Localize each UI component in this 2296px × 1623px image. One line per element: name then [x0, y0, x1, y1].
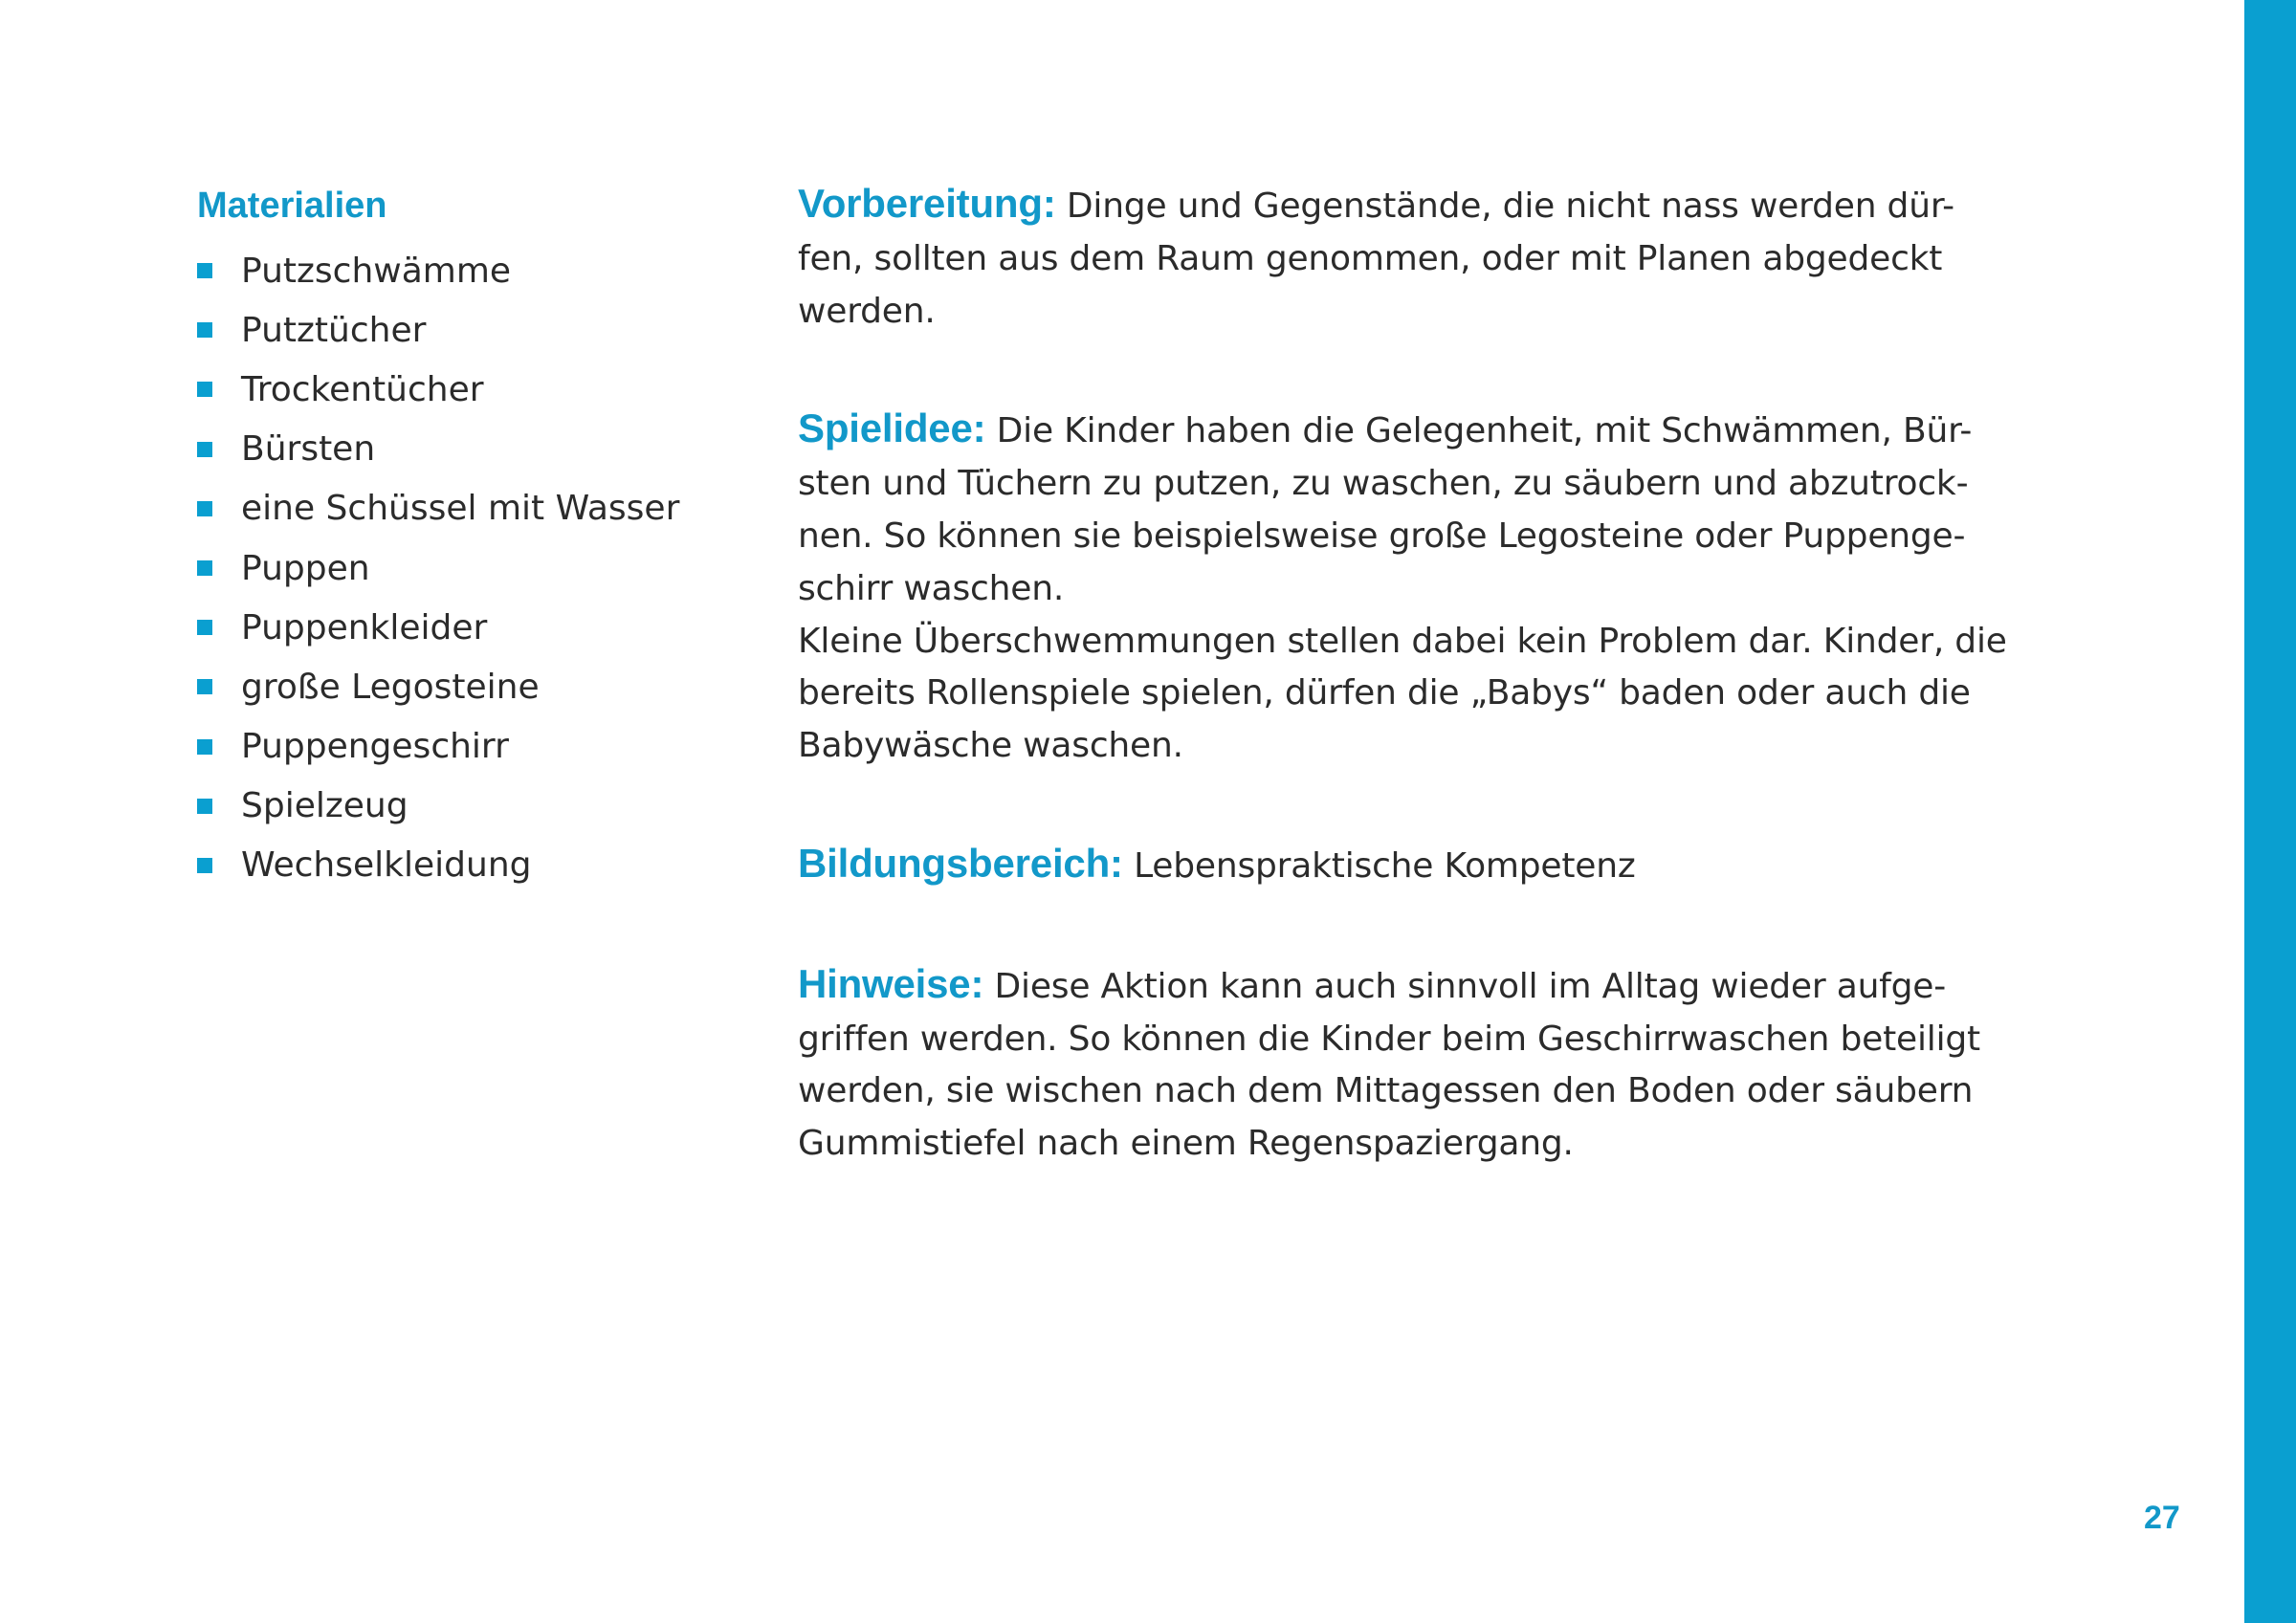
paragraph-line: werden, sie wischen nach dem Mittagessen den Boden oder säubern — [798, 1071, 1974, 1111]
list-item-label: Putzschwämme — [241, 251, 512, 291]
list-item — [197, 479, 733, 538]
list-item — [197, 538, 733, 598]
paragraph-line: sten und Tüchern zu putzen, zu waschen, zu säubern und abzutrock- — [798, 464, 1969, 504]
list-item — [197, 300, 733, 360]
materials-list — [197, 241, 733, 895]
square-bullet-icon — [197, 620, 212, 635]
list-item — [197, 241, 733, 300]
paragraph-line: Gummistiefel nach einem Regenspaziergang. — [798, 1124, 1574, 1164]
list-item-label: Spielzeug — [241, 786, 408, 826]
list-item — [197, 420, 733, 479]
paragraph-line — [798, 178, 2099, 233]
list-item — [197, 717, 733, 777]
paragraph-line: Babywäsche waschen. — [798, 726, 1183, 766]
list-item-label: große Legosteine — [241, 667, 540, 707]
square-bullet-icon — [197, 799, 212, 814]
list-item-label: eine Schüssel mit Wasser — [241, 489, 680, 529]
square-bullet-icon — [197, 560, 212, 576]
square-bullet-icon — [197, 679, 212, 694]
paragraph-line — [798, 403, 2099, 458]
list-item-label: Bürsten — [241, 429, 376, 470]
spielidee-paragraph — [798, 403, 2099, 773]
list-item-label: Trockentücher — [241, 369, 484, 409]
paragraph-line: schirr waschen. — [798, 568, 1065, 608]
list-item — [197, 360, 733, 419]
list-item-label: Puppen — [241, 548, 370, 588]
paragraph-line: griffen werden. So können die Kinder beim Geschirrwaschen beteiligt — [798, 1019, 1980, 1059]
square-bullet-icon — [197, 263, 212, 278]
square-bullet-icon — [197, 501, 212, 516]
paragraph-line: nen. So können sie beispielsweise große Legosteine oder Puppenge- — [798, 515, 1966, 556]
square-bullet-icon — [197, 739, 212, 755]
list-item — [197, 657, 733, 716]
square-bullet-icon — [197, 442, 212, 457]
list-item — [197, 598, 733, 657]
paragraph-line — [798, 838, 2099, 893]
side-color-bar — [2244, 0, 2296, 1623]
square-bullet-icon — [197, 322, 212, 338]
vorbereitung-paragraph — [798, 178, 2099, 338]
hinweise-paragraph — [798, 958, 2099, 1171]
list-item-label: Puppenkleider — [241, 607, 488, 647]
paragraph-line — [798, 958, 2099, 1014]
paragraph-text: Diese Aktion kann auch sinnvoll im Alltag wieder aufge- — [983, 966, 1947, 1006]
list-item-label: Putztücher — [241, 310, 427, 350]
paragraph-line: fen, sollten aus dem Raum genommen, oder mit Planen abgedeckt — [798, 238, 1943, 278]
materials-section — [197, 182, 733, 895]
bildungsbereich-heading: Bildungsbereich: — [798, 840, 1123, 886]
spielidee-heading: Spielidee: — [798, 406, 986, 451]
paragraph-line: werden. — [798, 291, 936, 331]
paragraph-text: Lebenspraktische Kompetenz — [1122, 845, 1636, 886]
paragraph-line: bereits Rollenspiele spielen, dürfen die „Babys“ baden oder auch die — [798, 673, 1971, 713]
square-bullet-icon — [197, 382, 212, 397]
square-bullet-icon — [197, 858, 212, 873]
bildungsbereich-paragraph — [798, 838, 2099, 893]
list-item — [197, 777, 733, 836]
paragraph-text: Dinge und Gegenstände, die nicht nass werden dür- — [1055, 186, 1954, 226]
list-item — [197, 836, 733, 895]
paragraph-text: Die Kinder haben die Gelegenheit, mit Schwämmen, Bür- — [985, 411, 1973, 451]
list-item-label: Wechselkleidung — [241, 845, 532, 886]
content-column — [798, 178, 2099, 1236]
vorbereitung-heading: Vorbereitung: — [798, 181, 1056, 226]
page-number: 27 — [2144, 1500, 2180, 1536]
hinweise-heading: Hinweise: — [798, 960, 984, 1006]
list-item-label: Puppengeschirr — [241, 727, 509, 767]
paragraph-line: Kleine Überschwemmungen stellen dabei kein Problem dar. Kinder, die — [798, 621, 2007, 661]
materials-title: Materialien — [197, 186, 387, 226]
